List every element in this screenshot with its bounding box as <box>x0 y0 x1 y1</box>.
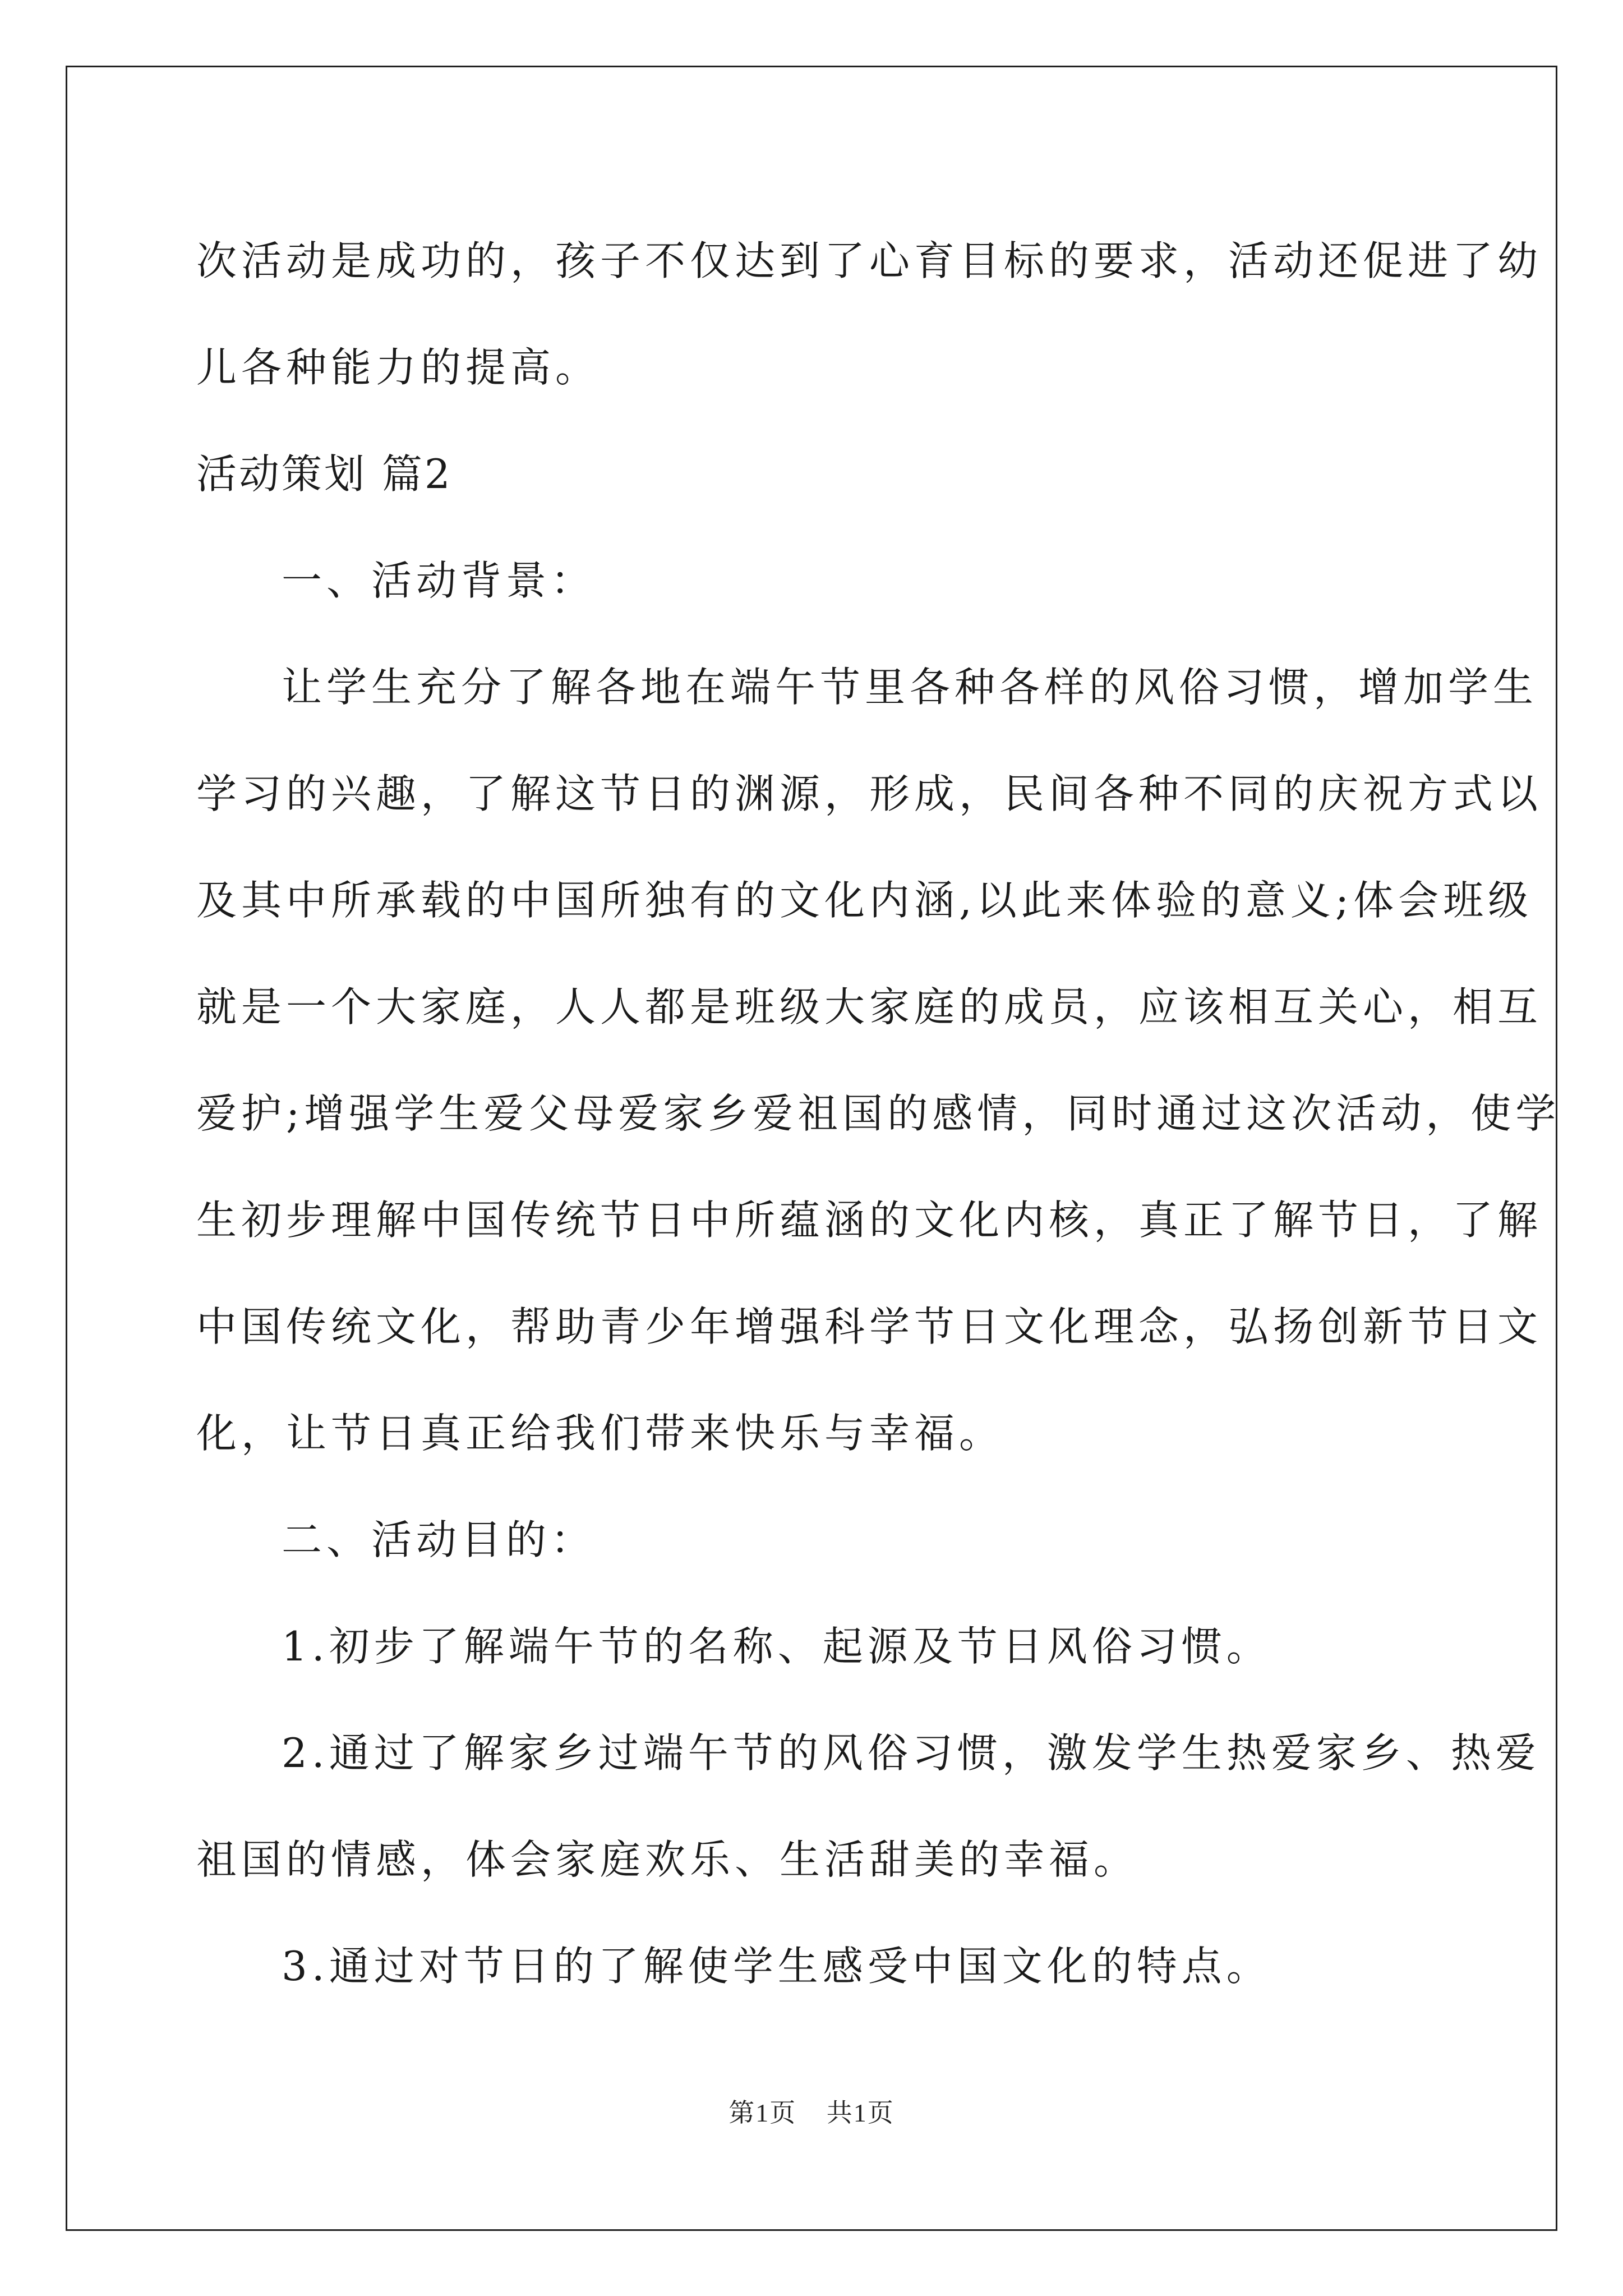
list-item: 2.通过了解家乡过端午节的风俗习惯，激发学生热爱家乡、热爱 <box>282 1729 1541 1777</box>
list-item: 1.初步了解端午节的名称、起源及节日风俗习惯。 <box>282 1623 1271 1670</box>
document-body <box>196 208 1561 2019</box>
page-number: 第1页 <box>728 2099 797 2127</box>
body-line: 学习的兴趣，了解这节日的渊源，形成，民间各种不同的庆祝方式以 <box>196 770 1543 817</box>
body-line: 次活动是成功的，孩子不仅达到了心育目标的要求，活动还促进了幼 <box>196 237 1543 284</box>
body-line: 让学生充分了解各地在端午节里各种各样的风俗习惯，增加学生 <box>282 664 1538 711</box>
list-item-continuation: 祖国的情感，体会家庭欢乐、生活甜美的幸福。 <box>196 1836 1139 1883</box>
body-line: 儿各种能力的提高。 <box>196 344 601 391</box>
page-footer <box>0 2092 1623 2129</box>
body-line: 爱护;增强学生爱父母爱家乡爱祖国的感情，同时通过这次活动，使学 <box>196 1090 1561 1137</box>
page-total: 共1页 <box>826 2099 895 2127</box>
body-line: 及其中所承载的中国所独有的文化内涵,以此来体验的意义;体会班级 <box>196 877 1533 924</box>
list-item: 3.通过对节日的了解使学生感受中国文化的特点。 <box>282 1943 1271 1990</box>
subsection-heading: 二、活动目的： <box>282 1516 596 1563</box>
subsection-heading: 一、活动背景： <box>282 557 596 604</box>
body-line: 生初步理解中国传统节日中所蕴涵的文化内核，真正了解节日，了解 <box>196 1197 1543 1244</box>
body-line: 化，让节日真正给我们带来快乐与幸福。 <box>196 1410 1004 1457</box>
body-line: 中国传统文化，帮助青少年增强科学节日文化理念，弘扬创新节日文 <box>196 1303 1543 1350</box>
body-line: 就是一个大家庭，人人都是班级大家庭的成员，应该相互关心，相互 <box>196 983 1543 1030</box>
section-heading: 活动策划 篇2 <box>196 450 453 498</box>
